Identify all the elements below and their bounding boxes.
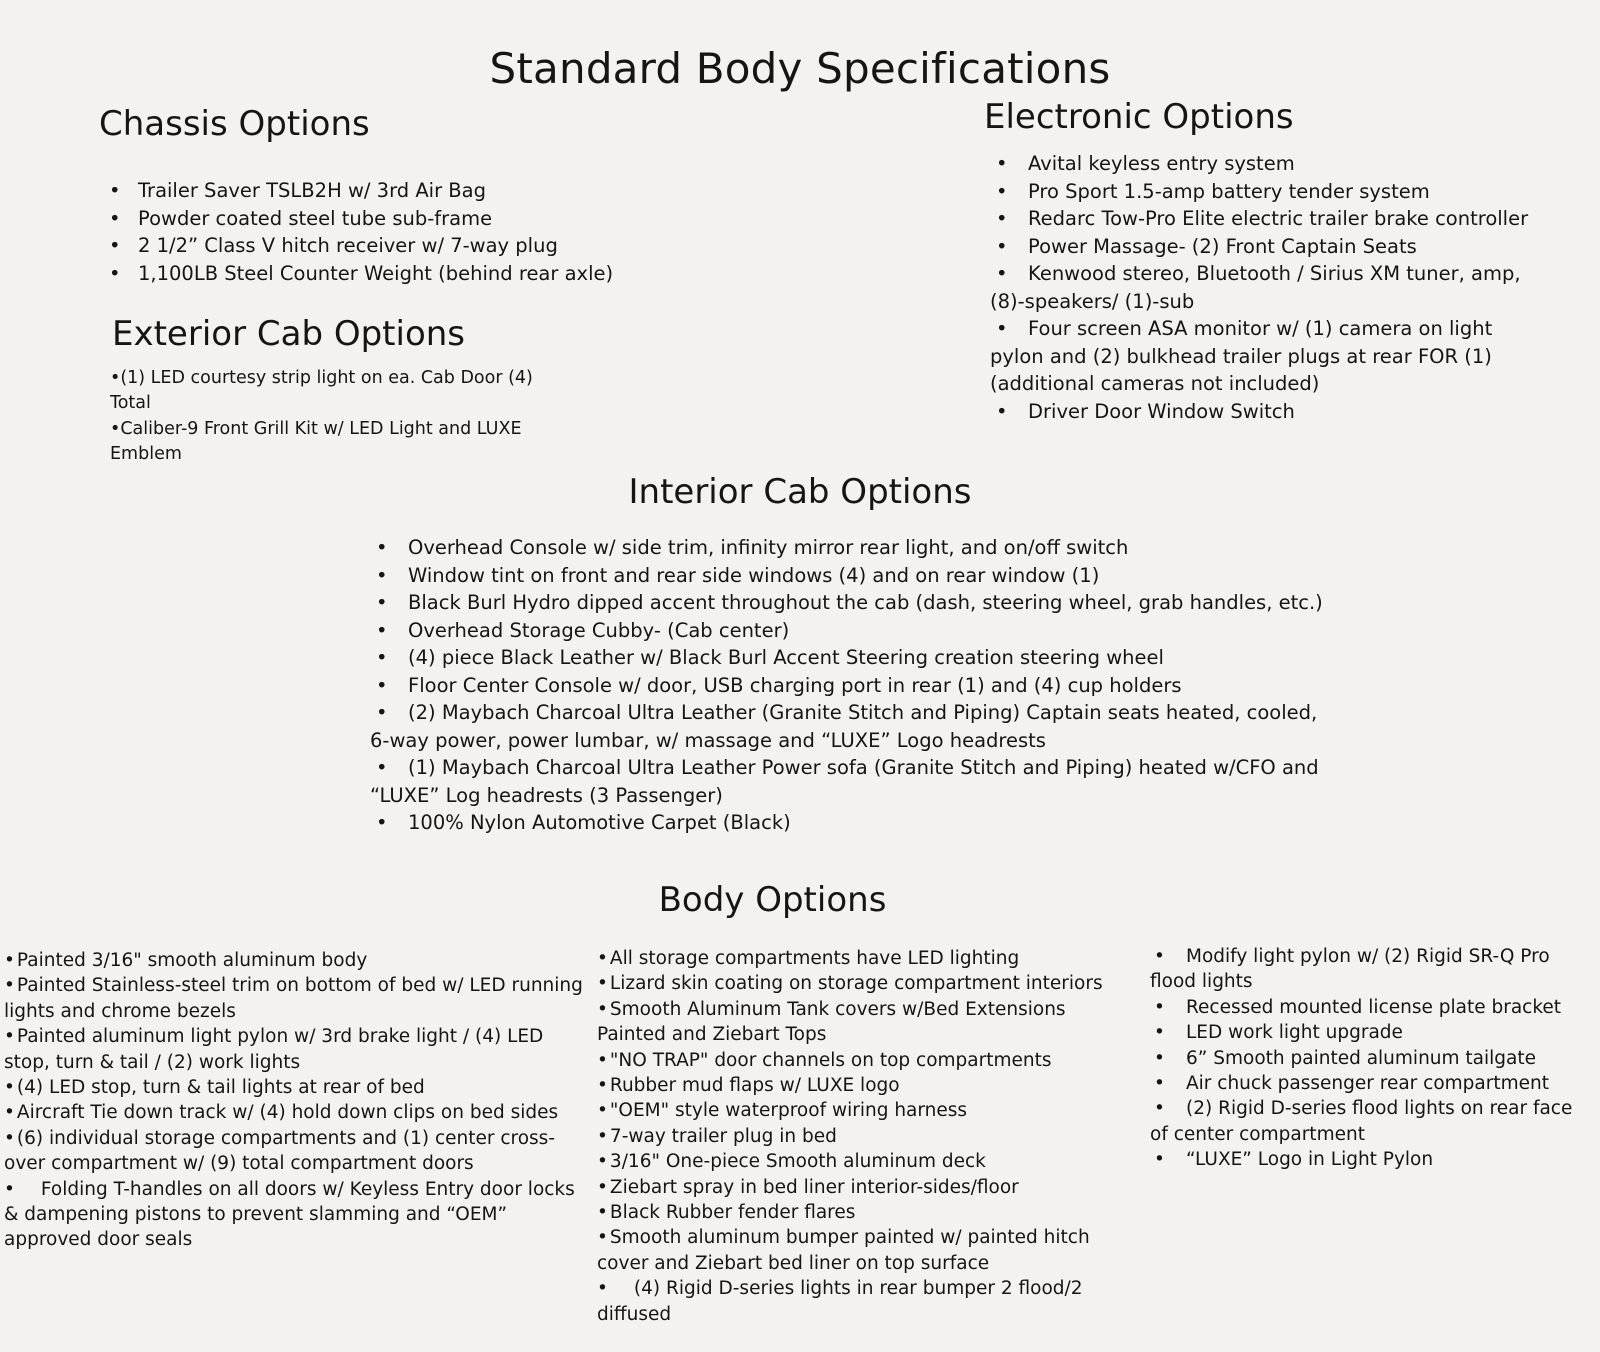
list-item: • Black Burl Hydro dipped accent throughout the cab (dash, steering wheel, grab handles, etc.) bbox=[370, 589, 1330, 617]
list-item: • LED work light upgrade bbox=[1150, 1020, 1590, 1045]
list-item: • 3/16" One-piece Smooth aluminum deck bbox=[597, 1149, 1137, 1174]
list-item: • (4) Rigid D-series lights in rear bumper 2 flood/2 diffused bbox=[597, 1276, 1137, 1327]
list-item: • Overhead Console w/ side trim, infinity mirror rear light, and on/off switch bbox=[370, 534, 1330, 562]
list-item: • Caliber-9 Front Grill Kit w/ LED Light and LUXE Emblem bbox=[110, 417, 555, 468]
list-item: • Trailer Saver TSLB2H w/ 3rd Air Bag bbox=[99, 177, 613, 205]
list-item: • Rubber mud flaps w/ LUXE logo bbox=[597, 1073, 1137, 1098]
electronic-heading: Electronic Options bbox=[984, 97, 1294, 137]
body-heading: Body Options bbox=[658, 880, 887, 920]
list-item: • Powder coated steel tube sub-frame bbox=[99, 205, 613, 233]
list-item: • (2) Maybach Charcoal Ultra Leather (Granite Stitch and Piping) Captain seats heated, cooled, 6-way power, power lumbar, w/ massage and “LUXE” Logo headrests bbox=[370, 699, 1330, 754]
list-item: • “LUXE” Logo in Light Pylon bbox=[1150, 1147, 1590, 1172]
list-item: • "OEM" style waterproof wiring harness bbox=[597, 1098, 1137, 1123]
exterior-list bbox=[110, 366, 555, 468]
list-item: • Overhead Storage Cubby- (Cab center) bbox=[370, 617, 1330, 645]
list-item: • 100% Nylon Automotive Carpet (Black) bbox=[370, 809, 1330, 837]
list-item: • Recessed mounted license plate bracket bbox=[1150, 995, 1590, 1020]
list-item: • Pro Sport 1.5-amp battery tender system bbox=[990, 178, 1550, 206]
list-item: • Driver Door Window Switch bbox=[990, 398, 1550, 426]
list-item: • Painted aluminum light pylon w/ 3rd brake light / (4) LED stop, turn & tail / (2) work lights bbox=[4, 1024, 589, 1075]
list-item: • (1) Maybach Charcoal Ultra Leather Power sofa (Granite Stitch and Piping) heated w/CFO and “LUXE” Log headrests (3 Passenger) bbox=[370, 754, 1330, 809]
list-item: • Aircraft Tie down track w/ (4) hold down clips on bed sides bbox=[4, 1100, 589, 1125]
electronic-list bbox=[990, 150, 1550, 425]
list-item: • Smooth aluminum bumper painted w/ painted hitch cover and Ziebart bed liner on top surface bbox=[597, 1225, 1137, 1276]
list-item: • Floor Center Console w/ door, USB charging port in rear (1) and (4) cup holders bbox=[370, 672, 1330, 700]
list-item: • Kenwood stereo, Bluetooth / Sirius XM tuner, amp, (8)-speakers/ (1)-sub bbox=[990, 260, 1550, 315]
list-item: • Ziebart spray in bed liner interior-sides/floor bbox=[597, 1175, 1137, 1200]
list-item: • 7-way trailer plug in bed bbox=[597, 1124, 1137, 1149]
list-item: • (4) piece Black Leather w/ Black Burl Accent Steering creation steering wheel bbox=[370, 644, 1330, 672]
list-item: • Air chuck passenger rear compartment bbox=[1150, 1071, 1590, 1096]
chassis-list bbox=[99, 177, 613, 287]
body-col1-list bbox=[4, 948, 589, 1253]
list-item: • (2) Rigid D-series flood lights on rear face of center compartment bbox=[1150, 1096, 1590, 1147]
list-item: • Modify light pylon w/ (2) Rigid SR-Q Pro flood lights bbox=[1150, 944, 1590, 995]
list-item: • Power Massage- (2) Front Captain Seats bbox=[990, 233, 1550, 261]
body-col2-list bbox=[597, 946, 1137, 1327]
list-item: • Redarc Tow-Pro Elite electric trailer brake controller bbox=[990, 205, 1550, 233]
list-item: • Folding T-handles on all doors w/ Keyless Entry door locks & dampening pistons to prevent slamming and “OEM” approved door seals bbox=[4, 1177, 589, 1253]
list-item: • Lizard skin coating on storage compartment interiors bbox=[597, 971, 1137, 996]
list-item: • 2 1/2” Class V hitch receiver w/ 7-way plug bbox=[99, 232, 613, 260]
page-title: Standard Body Specifications bbox=[489, 44, 1111, 94]
list-item: • Four screen ASA monitor w/ (1) camera on light pylon and (2) bulkhead trailer plugs at rear FOR (1) (additional cameras not included) bbox=[990, 315, 1550, 398]
list-item: • 6” Smooth painted aluminum tailgate bbox=[1150, 1046, 1590, 1071]
interior-list bbox=[370, 534, 1330, 837]
list-item: • "NO TRAP" door channels on top compartments bbox=[597, 1048, 1137, 1073]
list-item: • Black Rubber fender flares bbox=[597, 1200, 1137, 1225]
interior-heading: Interior Cab Options bbox=[628, 472, 972, 512]
list-item: • All storage compartments have LED lighting bbox=[597, 946, 1137, 971]
list-item: • Avital keyless entry system bbox=[990, 150, 1550, 178]
list-item: • Smooth Aluminum Tank covers w/Bed Extensions Painted and Ziebart Tops bbox=[597, 997, 1137, 1048]
list-item: • Painted Stainless-steel trim on bottom of bed w/ LED running lights and chrome bezels bbox=[4, 973, 589, 1024]
exterior-heading: Exterior Cab Options bbox=[112, 314, 466, 354]
body-col3-list bbox=[1150, 944, 1590, 1173]
chassis-heading: Chassis Options bbox=[99, 104, 370, 144]
list-item: • Painted 3/16" smooth aluminum body bbox=[4, 948, 589, 973]
list-item: • (4) LED stop, turn & tail lights at rear of bed bbox=[4, 1075, 589, 1100]
list-item: • Window tint on front and rear side windows (4) and on rear window (1) bbox=[370, 562, 1330, 590]
list-item: • (1) LED courtesy strip light on ea. Cab Door (4) Total bbox=[110, 366, 555, 417]
list-item: • (6) individual storage compartments and (1) center cross-over compartment w/ (9) total compartment doors bbox=[4, 1126, 589, 1177]
list-item: • 1,100LB Steel Counter Weight (behind rear axle) bbox=[99, 260, 613, 288]
